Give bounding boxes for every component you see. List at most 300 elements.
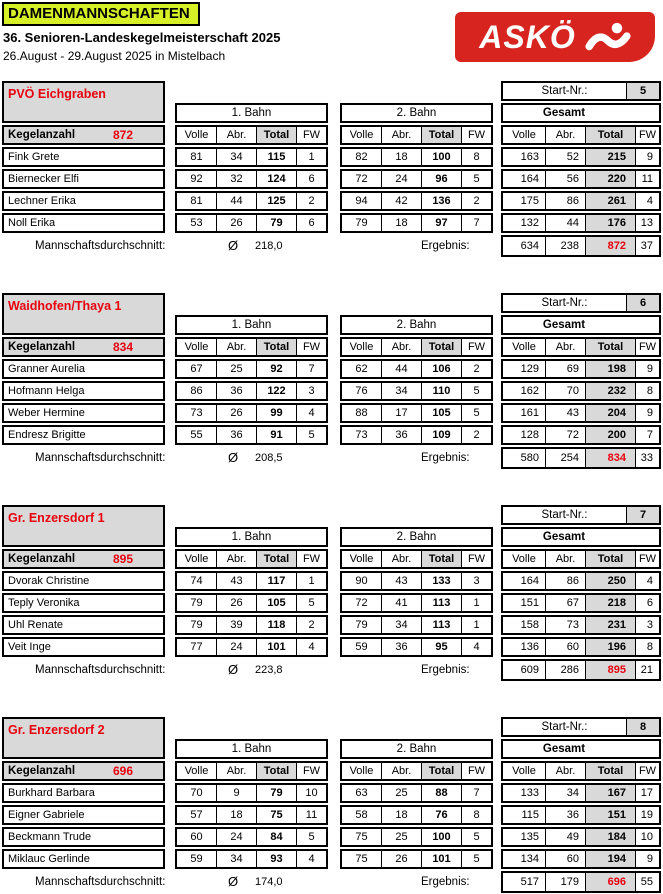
- abr-cell: 18: [381, 149, 421, 165]
- start-nr-box: [501, 81, 661, 101]
- volle-cell: 73: [190, 407, 203, 419]
- abr-cell: 36: [545, 807, 585, 823]
- total-cell: 198: [585, 361, 635, 377]
- player-name: Uhl Renate: [8, 619, 64, 631]
- abr-column-header: Abr.: [545, 339, 585, 355]
- total-cell: 184: [585, 829, 635, 845]
- bahn2-row: [340, 805, 493, 825]
- durchschnitt-value: 218,0: [255, 240, 283, 252]
- fw-cell: 7: [635, 427, 659, 443]
- abr-cell: 44: [381, 361, 421, 377]
- abr-cell: 34: [216, 149, 256, 165]
- abr-cell: 52: [545, 149, 585, 165]
- abr-cell: 9: [216, 785, 256, 801]
- bahn1-row: [175, 783, 328, 803]
- team-name-box: [2, 293, 165, 335]
- durchschnitt-value: 208,5: [255, 452, 283, 464]
- total-cell: 75: [256, 807, 296, 823]
- start-nr-value: 5: [626, 83, 659, 99]
- category-title: DAMENMANNSCHAFTEN: [8, 5, 190, 22]
- player-name-box: [2, 191, 165, 211]
- kegelanzahl-box: [2, 125, 165, 145]
- player-name-box: [2, 615, 165, 635]
- fw-cell: 5: [461, 383, 491, 399]
- volle-cell: 134: [520, 853, 539, 865]
- gesamt-row: [501, 169, 661, 189]
- volle-column-header: Volle: [512, 553, 536, 565]
- start-nr-label: Start-Nr.:: [541, 297, 588, 309]
- volle-column-header: Volle: [184, 553, 209, 565]
- player-name-box: [2, 783, 165, 803]
- fw-cell: 9: [635, 851, 659, 867]
- bahn2-row: [340, 169, 493, 189]
- abr-cell: 32: [216, 171, 256, 187]
- gesamt-header: [501, 103, 661, 123]
- ergebnis-fw: 37: [635, 237, 659, 255]
- durchschnitt-label: Mannschaftsdurchschnitt:: [35, 664, 166, 676]
- fw-column-header: FW: [635, 339, 659, 355]
- volle-cell: 79: [355, 619, 368, 631]
- bahn1-row: [175, 147, 328, 167]
- total-cell: 99: [256, 405, 296, 421]
- abr-cell: 25: [381, 829, 421, 845]
- fw-cell: 2: [296, 193, 326, 209]
- total-cell: 250: [585, 573, 635, 589]
- total-column-header: Total: [585, 551, 635, 567]
- fw-column-header: FW: [296, 763, 326, 779]
- bahn1-header-label: 1. Bahn: [231, 531, 272, 543]
- ergebnis-label: Ergebnis:: [421, 664, 470, 676]
- start-nr-box: [501, 293, 661, 313]
- ergebnis-box: [501, 447, 661, 469]
- ergebnis-box: [501, 659, 661, 681]
- start-nr-label: Start-Nr.:: [541, 721, 588, 733]
- total-cell: 118: [256, 617, 296, 633]
- bahn1-header: [175, 527, 328, 547]
- player-name: Endresz Brigitte: [8, 429, 86, 441]
- ergebnis-box: [501, 235, 661, 257]
- fw-column-header: FW: [461, 551, 491, 567]
- total-cell: 101: [256, 639, 296, 655]
- bahn1-row: [175, 827, 328, 847]
- volle-cell: 55: [190, 429, 203, 441]
- abr-cell: 36: [381, 427, 421, 443]
- team-summary: [0, 447, 663, 469]
- volle-column-header: Volle: [349, 553, 374, 565]
- teams-container: [0, 81, 663, 893]
- abr-cell: 70: [545, 383, 585, 399]
- abr-cell: 25: [216, 361, 256, 377]
- start-nr-label: Start-Nr.:: [541, 509, 588, 521]
- player-name-box: [2, 805, 165, 825]
- fw-cell: 7: [461, 215, 491, 231]
- fw-cell: 11: [296, 807, 326, 823]
- bahn2-header-label: 2. Bahn: [396, 743, 437, 755]
- abr-cell: 34: [381, 383, 421, 399]
- ergebnis-total: 872: [585, 237, 635, 255]
- total-cell: 105: [421, 405, 461, 421]
- fw-cell: 3: [635, 617, 659, 633]
- total-cell: 113: [421, 617, 461, 633]
- ergebnis-volle: 580: [520, 452, 539, 464]
- start-nr-value: 6: [626, 295, 659, 311]
- fw-column-header: FW: [461, 763, 491, 779]
- volle-cell: 62: [355, 363, 368, 375]
- fw-cell: 1: [461, 617, 491, 633]
- gesamt-column-headers: [501, 125, 661, 145]
- fw-cell: 3: [296, 383, 326, 399]
- kegelanzahl-value: 696: [112, 764, 133, 778]
- askoe-logo: [455, 12, 655, 62]
- total-cell: 91: [256, 427, 296, 443]
- volle-cell: 164: [520, 173, 539, 185]
- bahn2-row: [340, 637, 493, 657]
- volle-cell: 63: [355, 787, 368, 799]
- fw-cell: 6: [296, 215, 326, 231]
- durchschnitt-value: 174,0: [255, 876, 283, 888]
- gesamt-header: [501, 527, 661, 547]
- fw-cell: 5: [296, 427, 326, 443]
- volle-cell: 90: [355, 575, 368, 587]
- gesamt-row: [501, 571, 661, 591]
- volle-cell: 115: [521, 809, 539, 821]
- ergebnis-box: [501, 871, 661, 893]
- bahn1-row: [175, 637, 328, 657]
- volle-cell: 161: [520, 407, 539, 419]
- player-name: Noll Erika: [8, 217, 56, 229]
- bahn1-row: [175, 571, 328, 591]
- total-column-header: Total: [585, 339, 635, 355]
- abr-cell: 43: [381, 573, 421, 589]
- kegelanzahl-label: Kegelanzahl: [8, 553, 76, 565]
- player-name-box: [2, 593, 165, 613]
- fw-cell: 8: [635, 383, 659, 399]
- fw-cell: 10: [296, 785, 326, 801]
- gesamt-row: [501, 615, 661, 635]
- abr-cell: 67: [545, 595, 585, 611]
- player-name: Weber Hermine: [8, 407, 85, 419]
- bahn2-row: [340, 403, 493, 423]
- volle-column-header: Volle: [512, 765, 536, 777]
- total-cell: 231: [585, 617, 635, 633]
- volle-cell: 79: [190, 619, 203, 631]
- ergebnis-abr: 238: [545, 237, 585, 255]
- abr-cell: 26: [381, 851, 421, 867]
- ergebnis-total: 834: [585, 449, 635, 467]
- team-name: PVÖ Eichgraben: [8, 87, 106, 101]
- abr-cell: 69: [545, 361, 585, 377]
- abr-cell: 36: [216, 383, 256, 399]
- ergebnis-fw: 33: [635, 449, 659, 467]
- fw-column-header: FW: [296, 339, 326, 355]
- fw-cell: 3: [461, 573, 491, 589]
- volle-column-header: Volle: [512, 341, 536, 353]
- start-nr-box: [501, 505, 661, 525]
- total-cell: 79: [256, 215, 296, 231]
- kegelanzahl-value: 895: [112, 552, 133, 566]
- fw-column-header: FW: [635, 127, 659, 143]
- abr-cell: 39: [216, 617, 256, 633]
- volle-cell: 151: [520, 597, 539, 609]
- fw-column-header: FW: [296, 551, 326, 567]
- abr-column-header: Abr.: [216, 127, 256, 143]
- fw-cell: 2: [461, 361, 491, 377]
- start-nr-value: 7: [626, 507, 659, 523]
- start-nr-value: 8: [626, 719, 659, 735]
- fw-cell: 1: [296, 573, 326, 589]
- kegelanzahl-value: 872: [112, 128, 133, 142]
- durchschnitt-label: Mannschaftsdurchschnitt:: [35, 876, 166, 888]
- player-name: Miklauc Gerlinde: [8, 853, 90, 865]
- bahn1-row: [175, 169, 328, 189]
- start-nr-label: Start-Nr.:: [541, 85, 588, 97]
- volle-cell: 57: [190, 809, 203, 821]
- abr-cell: 49: [545, 829, 585, 845]
- askoe-logo-text: ASKÖ: [479, 18, 576, 55]
- abr-column-header: Abr.: [381, 763, 421, 779]
- total-cell: 220: [585, 171, 635, 187]
- volle-cell: 163: [520, 151, 539, 163]
- fw-cell: 8: [461, 807, 491, 823]
- total-cell: 117: [256, 573, 296, 589]
- abr-cell: 34: [216, 851, 256, 867]
- volle-cell: 135: [520, 831, 539, 843]
- volle-cell: 70: [190, 787, 203, 799]
- bahn2-row: [340, 571, 493, 591]
- player-name: Burkhard Barbara: [8, 787, 95, 799]
- abr-column-header: Abr.: [381, 127, 421, 143]
- volle-cell: 136: [520, 641, 539, 653]
- kegelanzahl-box: [2, 549, 165, 569]
- bahn1-row: [175, 191, 328, 211]
- total-cell: 167: [585, 785, 635, 801]
- team-grid: [2, 293, 663, 445]
- kegelanzahl-label: Kegelanzahl: [8, 341, 76, 353]
- fw-cell: 13: [635, 215, 659, 231]
- volle-column-header: Volle: [184, 341, 209, 353]
- total-cell: 122: [256, 383, 296, 399]
- team-block: [0, 717, 663, 893]
- average-symbol: Ø: [228, 874, 239, 889]
- volle-cell: 133: [520, 787, 539, 799]
- ergebnis-fw: 21: [635, 661, 659, 679]
- team-name: Gr. Enzersdorf 1: [8, 511, 105, 525]
- fw-cell: 9: [635, 361, 659, 377]
- volle-column-header: Volle: [349, 129, 374, 141]
- fw-cell: 7: [461, 785, 491, 801]
- fw-cell: 17: [635, 785, 659, 801]
- volle-column-header: Volle: [512, 129, 536, 141]
- total-cell: 194: [585, 851, 635, 867]
- bahn2-row: [340, 425, 493, 445]
- gesamt-header-label: Gesamt: [542, 531, 586, 543]
- abr-cell: 25: [381, 785, 421, 801]
- player-name-box: [2, 359, 165, 379]
- fw-cell: 5: [461, 405, 491, 421]
- gesamt-header-label: Gesamt: [542, 743, 586, 755]
- total-cell: 133: [421, 573, 461, 589]
- start-nr-box: [501, 717, 661, 737]
- player-name: Granner Aurelia: [8, 363, 86, 375]
- gesamt-header: [501, 315, 661, 335]
- volle-column-header: Volle: [184, 765, 209, 777]
- abr-cell: 24: [216, 829, 256, 845]
- kegelanzahl-label: Kegelanzahl: [8, 129, 76, 141]
- abr-cell: 60: [545, 851, 585, 867]
- total-cell: 93: [256, 851, 296, 867]
- player-name-box: [2, 213, 165, 233]
- player-name-box: [2, 403, 165, 423]
- bahn1-row: [175, 381, 328, 401]
- total-column-header: Total: [421, 339, 461, 355]
- abr-cell: 17: [381, 405, 421, 421]
- volle-cell: 81: [190, 151, 203, 163]
- total-cell: 109: [421, 427, 461, 443]
- ergebnis-label: Ergebnis:: [421, 876, 470, 888]
- fw-cell: 2: [296, 617, 326, 633]
- gesamt-row: [501, 637, 661, 657]
- abr-cell: 43: [545, 405, 585, 421]
- total-cell: 97: [421, 215, 461, 231]
- bahn2-header: [340, 315, 493, 335]
- abr-cell: 18: [216, 807, 256, 823]
- bahn2-row: [340, 381, 493, 401]
- player-name-box: [2, 571, 165, 591]
- bahn1-header: [175, 739, 328, 759]
- fw-cell: 1: [461, 595, 491, 611]
- total-cell: 136: [421, 193, 461, 209]
- bahn2-column-headers: [340, 125, 493, 145]
- document-title: 36. Senioren-Landeskegelmeisterschaft 2025: [3, 30, 281, 45]
- fw-column-header: FW: [635, 763, 659, 779]
- bahn1-row: [175, 805, 328, 825]
- bahn2-row: [340, 615, 493, 635]
- volle-cell: 67: [190, 363, 203, 375]
- player-name: Hofmann Helga: [8, 385, 85, 397]
- category-title-box: [2, 2, 200, 26]
- fw-cell: 4: [635, 573, 659, 589]
- bahn2-header-label: 2. Bahn: [396, 319, 437, 331]
- player-name-box: [2, 637, 165, 657]
- total-cell: 196: [585, 639, 635, 655]
- bahn1-row: [175, 213, 328, 233]
- fw-cell: 4: [635, 193, 659, 209]
- ergebnis-fw: 55: [635, 873, 659, 891]
- volle-cell: 60: [190, 831, 203, 843]
- fw-cell: 9: [635, 149, 659, 165]
- team-block: [0, 81, 663, 257]
- fw-cell: 1: [296, 149, 326, 165]
- total-cell: 106: [421, 361, 461, 377]
- team-summary: [0, 235, 663, 257]
- fw-cell: 2: [461, 193, 491, 209]
- fw-cell: 5: [461, 829, 491, 845]
- team-summary: [0, 659, 663, 681]
- durchschnitt-label: Mannschaftsdurchschnitt:: [35, 452, 166, 464]
- team-summary: [0, 871, 663, 893]
- player-name: Teply Veronika: [8, 597, 80, 609]
- bahn2-row: [340, 849, 493, 869]
- kegelanzahl-box: [2, 337, 165, 357]
- volle-cell: 74: [190, 575, 203, 587]
- bahn2-row: [340, 593, 493, 613]
- fw-cell: 2: [461, 427, 491, 443]
- team-grid: [2, 717, 663, 869]
- kegelanzahl-box: [2, 761, 165, 781]
- gesamt-row: [501, 827, 661, 847]
- ergebnis-abr: 286: [545, 661, 585, 679]
- volle-cell: 158: [520, 619, 539, 631]
- abr-cell: 34: [545, 785, 585, 801]
- volle-cell: 75: [355, 831, 368, 843]
- fw-cell: 6: [635, 595, 659, 611]
- durchschnitt-value: 223,8: [255, 664, 283, 676]
- total-cell: 100: [421, 829, 461, 845]
- team-block: [0, 293, 663, 469]
- total-cell: 105: [256, 595, 296, 611]
- abr-column-header: Abr.: [381, 551, 421, 567]
- abr-cell: 44: [545, 215, 585, 231]
- abr-cell: 24: [216, 639, 256, 655]
- total-cell: 76: [421, 807, 461, 823]
- bahn1-row: [175, 425, 328, 445]
- total-column-header: Total: [256, 127, 296, 143]
- total-cell: 101: [421, 851, 461, 867]
- total-cell: 125: [256, 193, 296, 209]
- bahn1-header-label: 1. Bahn: [231, 107, 272, 119]
- total-cell: 151: [585, 807, 635, 823]
- volle-cell: 72: [355, 173, 368, 185]
- bahn1-column-headers: [175, 337, 328, 357]
- player-name-box: [2, 849, 165, 869]
- fw-cell: 9: [635, 405, 659, 421]
- gesamt-row: [501, 381, 661, 401]
- abr-cell: 41: [381, 595, 421, 611]
- volle-cell: 58: [355, 809, 368, 821]
- player-name: Lechner Erika: [8, 195, 76, 207]
- volle-cell: 164: [520, 575, 539, 587]
- gesamt-header-label: Gesamt: [542, 319, 586, 331]
- abr-cell: 26: [216, 215, 256, 231]
- gesamt-row: [501, 147, 661, 167]
- bahn2-row: [340, 783, 493, 803]
- team-grid: [2, 81, 663, 233]
- total-cell: 84: [256, 829, 296, 845]
- volle-cell: 81: [190, 195, 203, 207]
- total-cell: 110: [421, 383, 461, 399]
- total-column-header: Total: [256, 551, 296, 567]
- total-column-header: Total: [585, 763, 635, 779]
- total-cell: 88: [421, 785, 461, 801]
- fw-column-header: FW: [461, 127, 491, 143]
- ergebnis-total: 696: [585, 873, 635, 891]
- fw-cell: 5: [296, 595, 326, 611]
- team-name-box: [2, 81, 165, 123]
- abr-cell: 36: [381, 639, 421, 655]
- abr-cell: 56: [545, 171, 585, 187]
- volle-cell: 129: [520, 363, 539, 375]
- team-name: Waidhofen/Thaya 1: [8, 299, 122, 313]
- total-cell: 232: [585, 383, 635, 399]
- fw-cell: 19: [635, 807, 659, 823]
- fw-cell: 4: [296, 851, 326, 867]
- abr-cell: 18: [381, 807, 421, 823]
- player-name: Biernecker Elfi: [8, 173, 79, 185]
- bahn1-column-headers: [175, 549, 328, 569]
- total-cell: 204: [585, 405, 635, 421]
- total-column-header: Total: [421, 127, 461, 143]
- gesamt-row: [501, 805, 661, 825]
